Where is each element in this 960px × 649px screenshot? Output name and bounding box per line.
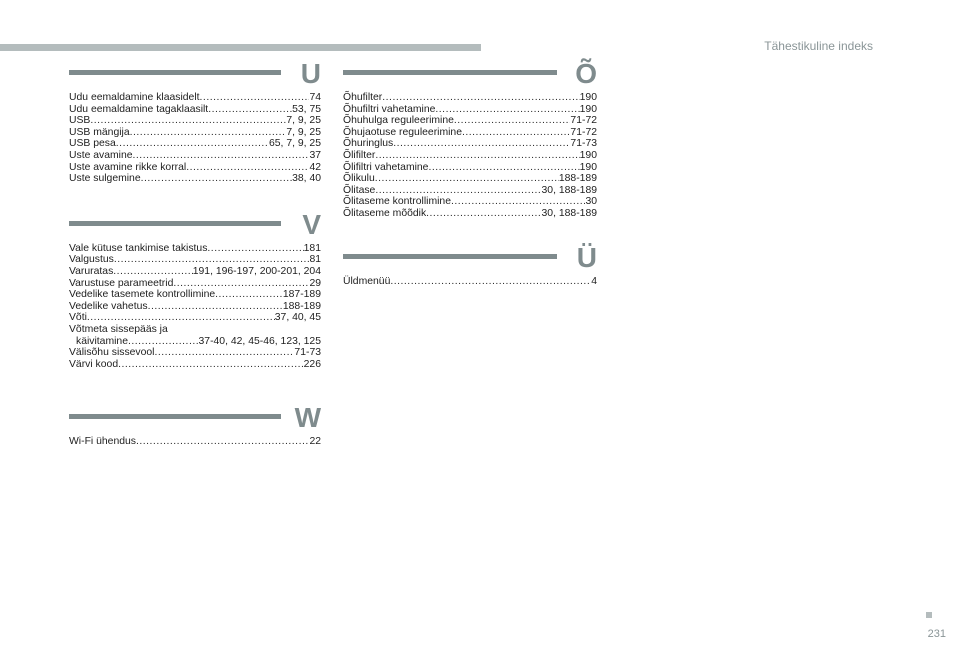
dot-leader (173, 278, 309, 290)
index-term: Õlifiltri vahetamine (343, 161, 429, 173)
index-term: Värvi kood (69, 358, 119, 370)
index-section-w (69, 402, 321, 448)
index-entry (69, 278, 321, 290)
dot-leader (130, 127, 287, 139)
section-letter: W (294, 402, 321, 434)
header-bar (0, 44, 481, 51)
index-pages: 30, 188-189 (541, 184, 597, 196)
index-entry (69, 324, 321, 336)
index-term: Vedelike tasemete kontrollimine (69, 289, 216, 301)
dot-leader (435, 104, 579, 116)
index-entry (343, 208, 597, 220)
dot-leader (454, 115, 571, 127)
index-entry (343, 92, 597, 104)
dot-leader (207, 243, 303, 255)
index-column-left (69, 58, 321, 472)
index-term: Vedelike vahetus (69, 300, 148, 312)
index-entry (343, 276, 597, 288)
index-entry (69, 312, 321, 324)
entry-list (343, 276, 597, 288)
section-header (69, 402, 321, 436)
index-entry (69, 301, 321, 313)
index-pages: 30 (585, 196, 597, 208)
index-pages: 181 (303, 242, 321, 254)
index-pages: 74 (309, 92, 321, 103)
index-term: Õhujaotuse reguleerimine (343, 126, 462, 138)
index-entry (343, 104, 597, 116)
dot-leader (128, 336, 199, 348)
section-letter: Ü (576, 241, 597, 273)
index-pages: 71-73 (294, 347, 321, 359)
dot-leader (375, 150, 579, 162)
index-pages: 22 (309, 436, 321, 448)
index-term: Uste sulgemine (69, 173, 141, 185)
section-divider (69, 70, 281, 75)
index-entry (69, 162, 321, 174)
index-pages: 7, 9, 25 (286, 126, 321, 138)
index-term: Uste avamine (69, 149, 133, 161)
index-term: Õlitaseme mõõdik (343, 207, 427, 219)
index-entry (343, 185, 597, 197)
dot-leader (148, 301, 283, 313)
dot-leader (451, 196, 585, 208)
index-entry (69, 289, 321, 301)
dot-leader (462, 127, 570, 139)
index-section-v (69, 208, 321, 371)
index-entry (69, 336, 321, 348)
index-term: Varuratas (69, 265, 114, 277)
dot-leader (154, 347, 294, 359)
dot-leader (118, 359, 304, 371)
index-pages: 71-73 (570, 138, 597, 150)
index-pages: 81 (309, 254, 321, 266)
index-pages: 190 (579, 92, 597, 103)
dot-leader (208, 104, 292, 116)
index-entry (343, 162, 597, 174)
dot-leader (90, 115, 286, 127)
dot-leader (136, 436, 309, 448)
section-header (343, 241, 597, 276)
dot-leader (200, 92, 310, 104)
dot-leader (382, 92, 579, 104)
index-pages: 187-189 (282, 289, 321, 301)
index-term: Udu eemaldamine tagaklaasilt (69, 103, 209, 115)
index-pages: 71-72 (570, 126, 597, 138)
index-entry (69, 243, 321, 255)
index-entry (343, 127, 597, 139)
index-pages: 37, 40, 45 (274, 312, 321, 324)
index-entry (69, 254, 321, 266)
index-pages: 71-72 (570, 115, 597, 127)
index-term: Vale kütuse tankimise takistus (69, 242, 208, 254)
index-pages: 4 (591, 275, 597, 287)
index-entry (69, 347, 321, 359)
index-entry (69, 150, 321, 162)
entry-list (69, 243, 321, 371)
index-term: Õlikulu (343, 173, 375, 185)
index-entry (343, 173, 597, 185)
dot-leader (113, 266, 192, 278)
index-entry (69, 359, 321, 371)
index-entry (69, 173, 321, 185)
index-entry (69, 115, 321, 127)
section-header (69, 58, 321, 92)
dot-leader (215, 289, 283, 301)
dot-leader (186, 162, 309, 174)
dot-leader (428, 162, 579, 174)
index-entry (343, 115, 597, 127)
page-header-title: Tähestikuline indeks (764, 39, 873, 53)
index-pages: 190 (579, 149, 597, 161)
index-term: Õlitaseme kontrollimine (343, 196, 451, 208)
index-term: Õlifilter (343, 149, 376, 161)
dot-leader (390, 276, 591, 288)
index-entry (69, 266, 321, 278)
section-divider (343, 254, 557, 259)
dot-leader (426, 208, 541, 220)
index-pages: 188-189 (282, 300, 321, 312)
index-term: USB (69, 115, 91, 127)
index-entry (69, 127, 321, 139)
section-letter: U (300, 58, 321, 89)
index-entry (343, 138, 597, 150)
index-entry (343, 150, 597, 162)
dot-leader (114, 254, 310, 266)
index-pages: 29 (309, 277, 321, 289)
section-letter: V (302, 208, 321, 240)
index-term: Õhuhulga reguleerimine (343, 115, 454, 127)
page-number: 231 (927, 628, 946, 640)
index-pages: 226 (303, 358, 321, 370)
index-entry (343, 196, 597, 208)
section-divider (69, 221, 281, 226)
index-term: käivitamine (76, 335, 128, 347)
entry-list (69, 92, 321, 185)
index-entry (69, 92, 321, 104)
index-term: Võti (69, 312, 87, 324)
index-pages: 191, 196-197, 200-201, 204 (192, 265, 321, 277)
index-entry (69, 138, 321, 150)
entry-list (69, 436, 321, 448)
index-term: Uste avamine rikke korral (69, 161, 187, 173)
index-pages: 30, 188-189 (541, 207, 597, 219)
section-divider (69, 414, 281, 419)
index-term: Õhufilter (343, 92, 383, 103)
dot-leader (133, 150, 310, 162)
index-term: Valgustus (69, 254, 114, 266)
index-column-middle (343, 58, 597, 311)
page-marker (926, 612, 932, 618)
index-section-u (69, 58, 321, 185)
index-pages: 190 (579, 161, 597, 173)
index-term: USB mängija (69, 126, 130, 138)
index-term: Wi-Fi ühendus (69, 436, 136, 448)
index-term: Välisõhu sissevool (69, 347, 155, 359)
index-pages: 65, 7, 9, 25 (269, 138, 321, 150)
index-pages: 37 (309, 149, 321, 161)
index-term: Õhufiltri vahetamine (343, 103, 436, 115)
section-divider (343, 70, 557, 75)
index-pages: 188-189 (558, 173, 597, 185)
index-term: Õlitase (343, 184, 376, 196)
index-term: Udu eemaldamine klaasidelt (69, 92, 200, 103)
index-pages: 38, 40 (292, 173, 321, 185)
index-pages: 42 (309, 161, 321, 173)
dot-leader (141, 173, 292, 185)
section-header (343, 58, 597, 92)
index-pages: 7, 9, 25 (286, 115, 321, 127)
index-entry (69, 104, 321, 116)
index-section-o-tilde (343, 58, 597, 220)
index-pages: 53, 75 (292, 103, 321, 115)
section-letter: Õ (575, 58, 597, 89)
index-term: Võtmeta sissepääs ja (69, 323, 168, 335)
section-header (69, 208, 321, 243)
index-pages: 37-40, 42, 45-46, 123, 125 (198, 335, 321, 347)
entry-list (343, 92, 597, 220)
dot-leader (375, 173, 559, 185)
index-term: USB pesa (69, 138, 116, 150)
index-term: Õhuringlus (343, 138, 394, 150)
dot-leader (375, 185, 541, 197)
index-section-u-umlaut (343, 241, 597, 288)
index-term: Varustuse parameetrid (69, 277, 174, 289)
dot-leader (116, 138, 269, 150)
dot-leader (87, 312, 275, 324)
dot-leader (393, 138, 570, 150)
index-term: Üldmenüü (343, 275, 391, 287)
index-entry (69, 436, 321, 448)
index-pages: 190 (579, 103, 597, 115)
